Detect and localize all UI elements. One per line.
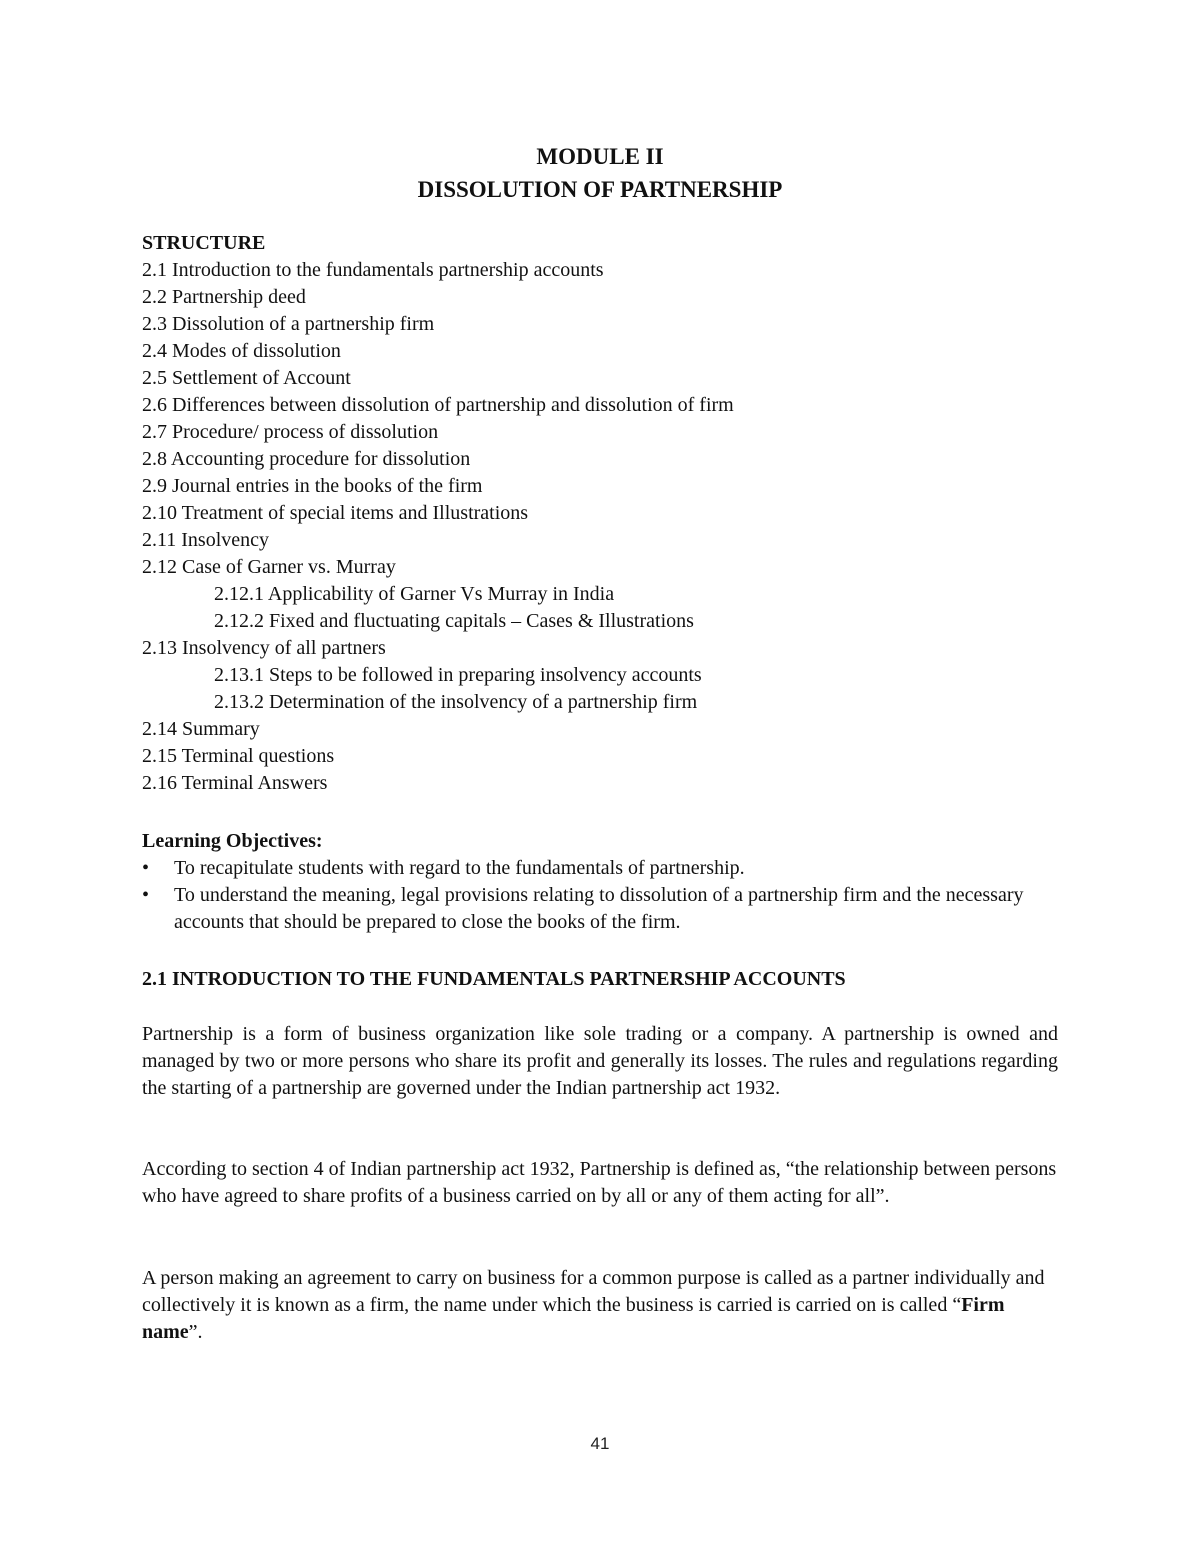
- toc-item: 2.2 Partnership deed: [142, 286, 306, 308]
- toc-item: 2.10 Treatment of special items and Illustrations: [142, 502, 529, 524]
- body-paragraph: [142, 1265, 1058, 1346]
- bullet-icon: •: [142, 884, 150, 906]
- module-title: MODULE II: [536, 144, 664, 169]
- toc-item: 2.14 Summary: [142, 718, 260, 740]
- objectives-list: [142, 855, 1060, 936]
- toc-item: 2.1 Introduction to the fundamentals partnership accounts: [142, 259, 604, 281]
- structure-list: [142, 257, 1072, 797]
- toc-item: 2.8 Accounting procedure for dissolution: [142, 448, 471, 470]
- objective-text: To recapitulate students with regard to the fundamentals of partnership.: [174, 857, 745, 879]
- body-paragraph: According to section 4 of Indian partnership act 1932, Partnership is defined as, “the relationship between persons who have agreed to share profits of a business carried on by all or any of them acting for all”.: [142, 1158, 1057, 1207]
- toc-item: 2.7 Procedure/ process of dissolution: [142, 421, 439, 443]
- toc-item: 2.13 Insolvency of all partners: [142, 637, 386, 659]
- section-heading: 2.1 INTRODUCTION TO THE FUNDAMENTALS PARTNERSHIP ACCOUNTS: [142, 968, 846, 990]
- toc-item: 2.11 Insolvency: [142, 529, 270, 551]
- toc-item: 2.16 Terminal Answers: [142, 772, 328, 794]
- objective-item: [142, 882, 1060, 936]
- paragraph-text: A person making an agreement to carry on business for a common purpose is called as a partner individually and collectively it is known as a firm, the name under which the business is carried is carried on is called “: [142, 1267, 1045, 1316]
- toc-item: 2.5 Settlement of Account: [142, 367, 351, 389]
- module-title-block: [0, 140, 1200, 206]
- objective-text: To understand the meaning, legal provisions relating to dissolution of a partnership firm and the necessary accounts that should be prepared to close the books of the firm.: [174, 884, 1024, 933]
- module-subtitle: DISSOLUTION OF PARTNERSHIP: [417, 177, 783, 202]
- objective-item: [142, 855, 1060, 882]
- structure-heading: STRUCTURE: [142, 232, 266, 254]
- toc-item: 2.4 Modes of dissolution: [142, 340, 341, 362]
- toc-item: 2.9 Journal entries in the books of the firm: [142, 475, 483, 497]
- firm-name-term: Firm name: [142, 1294, 1005, 1343]
- structure-section: [142, 230, 1072, 797]
- toc-item: 2.6 Differences between dissolution of partnership and dissolution of firm: [142, 394, 734, 416]
- toc-subitem: 2.13.1 Steps to be followed in preparing insolvency accounts: [214, 664, 702, 686]
- learning-objectives-heading: Learning Objectives:: [142, 830, 323, 852]
- body-paragraph: Partnership is a form of business organization like sole trading or a company. A partnership is owned and managed by two or more persons who share its profit and generally its losses. The rules and regulations regarding the starting of a partnership are governed under the Indian partnership act 1932.: [142, 1023, 1058, 1099]
- toc-subitem: 2.12.1 Applicability of Garner Vs Murray in India: [214, 583, 615, 605]
- toc-subitem: 2.12.2 Fixed and fluctuating capitals – Cases & Illustrations: [214, 610, 694, 632]
- toc-item: 2.15 Terminal questions: [142, 745, 335, 767]
- toc-item: 2.3 Dissolution of a partnership firm: [142, 313, 435, 335]
- paragraph-text: ”.: [188, 1321, 203, 1343]
- toc-subitem: 2.13.2 Determination of the insolvency of a partnership firm: [214, 691, 698, 713]
- page-number: 41: [590, 1434, 610, 1453]
- bullet-icon: •: [142, 857, 150, 879]
- toc-item: 2.12 Case of Garner vs. Murray: [142, 556, 396, 578]
- learning-objectives-section: [142, 828, 1060, 936]
